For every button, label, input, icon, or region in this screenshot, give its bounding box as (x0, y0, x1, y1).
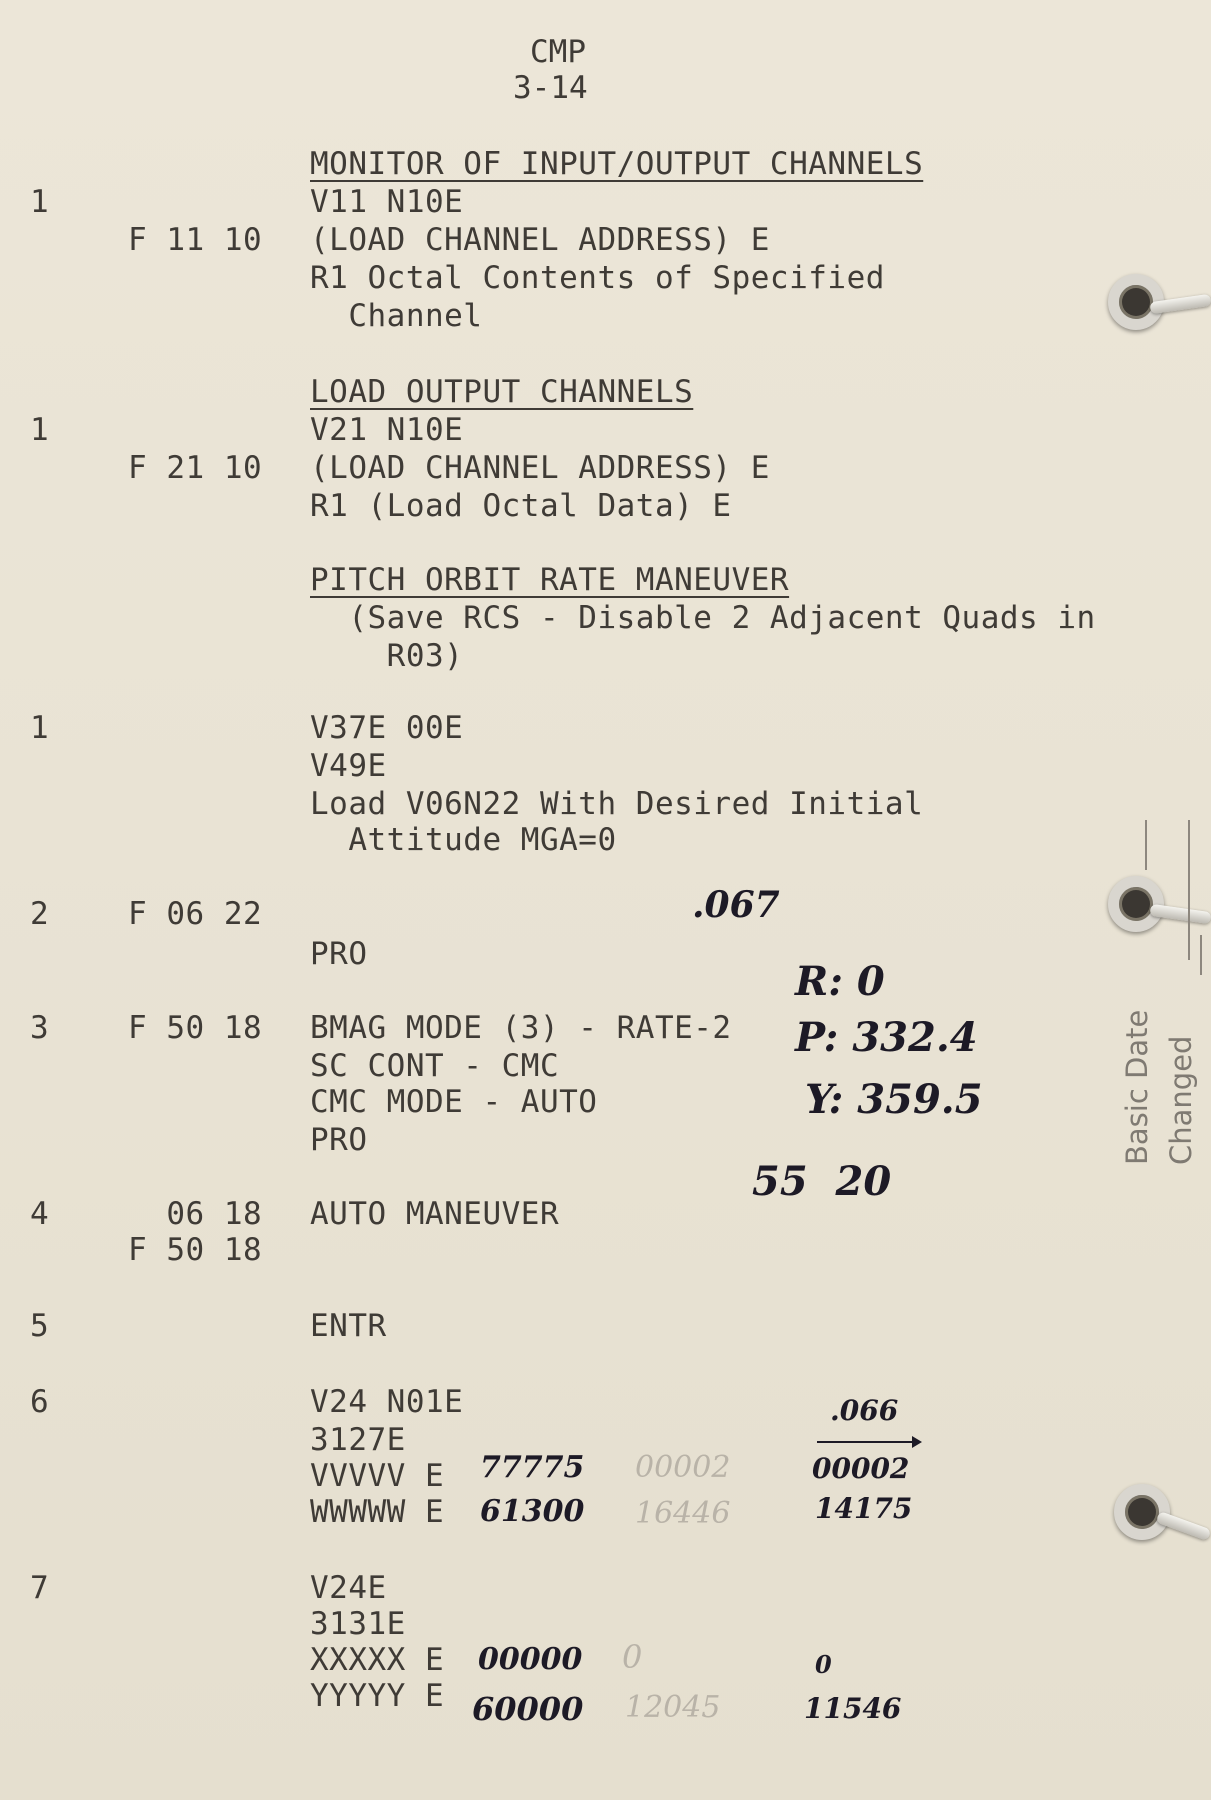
handwritten-value: 0 (815, 1650, 832, 1679)
instruction-line: AUTO MANEUVER (310, 1196, 560, 1232)
flash-code: F 11 10 (128, 222, 263, 258)
margin-basic-date-label: Basic Date (1120, 1009, 1154, 1165)
instruction-line: PRO (310, 1122, 368, 1158)
step-number: 1 (30, 412, 50, 448)
binder-ring-wire (1149, 904, 1211, 924)
handwritten-faint-value: 16446 (635, 1496, 731, 1531)
instruction-line: CMC MODE - AUTO (310, 1084, 598, 1120)
instruction-line: V37E 00E (310, 710, 464, 746)
section-heading-load-output: LOAD OUTPUT CHANNELS (310, 374, 694, 410)
flash-code: 06 18 (128, 1196, 263, 1232)
step-number: 3 (30, 1010, 50, 1046)
handwritten-value: .066 (830, 1394, 899, 1427)
margin-changed-label: Changed (1164, 1035, 1198, 1165)
handwritten-value: 61300 (480, 1494, 585, 1529)
command-line: V11 N10E (310, 184, 464, 220)
handwritten-value: 00000 (478, 1642, 583, 1677)
section-heading-pitch: PITCH ORBIT RATE MANEUVER (310, 562, 790, 598)
instruction-line: PRO (310, 936, 368, 972)
handwritten-yaw: Y: 359.5 (805, 1076, 983, 1123)
instruction-line: R1 Octal Contents of Specified (310, 260, 885, 296)
flash-code: F 06 22 (128, 896, 263, 932)
page-header-title: CMP (530, 34, 586, 70)
handwritten-value: 77775 (480, 1450, 585, 1485)
margin-line (1200, 935, 1202, 975)
instruction-line: YYYYY E (310, 1678, 445, 1714)
instruction-line: V49E (310, 748, 387, 784)
margin-line (1145, 820, 1147, 870)
instruction-line: Load V06N22 With Desired Initial (310, 786, 924, 822)
step-number: 1 (30, 710, 50, 746)
page-number: 3-14 (513, 70, 588, 106)
handwritten-pitch: P: 332.4 (795, 1014, 978, 1061)
instruction-line: ENTR (310, 1308, 387, 1344)
handwritten-value: 14175 (815, 1492, 913, 1525)
step-number: 1 (30, 184, 50, 220)
handwritten-value: .067 (692, 884, 780, 926)
instruction-line: 3127E (310, 1422, 406, 1458)
step-number: 6 (30, 1384, 50, 1420)
instruction-line: Channel (310, 298, 483, 334)
flash-code: F 21 10 (128, 450, 263, 486)
flash-code: F 50 18 (128, 1232, 263, 1268)
flash-code: F 50 18 (128, 1010, 263, 1046)
instruction-line: WWWWW E (310, 1494, 445, 1530)
instruction-line: VVVVV E (310, 1458, 445, 1494)
instruction-line: Attitude MGA=0 (310, 822, 617, 858)
margin-line (1188, 820, 1190, 960)
handwritten-value: 11546 (804, 1692, 902, 1725)
step-number: 7 (30, 1570, 50, 1606)
handwritten-roll: R: 0 (795, 958, 885, 1005)
instruction-line: V24 N01E (310, 1384, 464, 1420)
pitch-subheading: R03) (310, 638, 464, 674)
handwritten-value: 60000 (472, 1690, 584, 1728)
instruction-line: BMAG MODE (3) - RATE-2 (310, 1010, 732, 1046)
instruction-line: V24E (310, 1570, 387, 1606)
step-number: 2 (30, 896, 50, 932)
handwritten-faint-value: 12045 (625, 1690, 721, 1725)
instruction-line: 3131E (310, 1606, 406, 1642)
step-number: 5 (30, 1308, 50, 1344)
arrow-head-icon (912, 1436, 922, 1448)
handwritten-faint-value: 0 (622, 1638, 643, 1676)
handwritten-arrow (817, 1441, 917, 1443)
instruction-line: (LOAD CHANNEL ADDRESS) E (310, 450, 770, 486)
handwritten-value: 00002 (812, 1452, 910, 1485)
handwritten-time: 55 20 (752, 1158, 892, 1205)
instruction-line: (LOAD CHANNEL ADDRESS) E (310, 222, 770, 258)
handwritten-faint-value: 00002 (635, 1450, 731, 1485)
instruction-line: R1 (Load Octal Data) E (310, 488, 732, 524)
command-line: V21 N10E (310, 412, 464, 448)
section-heading-monitor: MONITOR OF INPUT/OUTPUT CHANNELS (310, 146, 924, 182)
pitch-subheading: (Save RCS - Disable 2 Adjacent Quads in (310, 600, 1096, 636)
step-number: 4 (30, 1196, 50, 1232)
instruction-line: SC CONT - CMC (310, 1048, 560, 1084)
instruction-line: XXXXX E (310, 1642, 445, 1678)
